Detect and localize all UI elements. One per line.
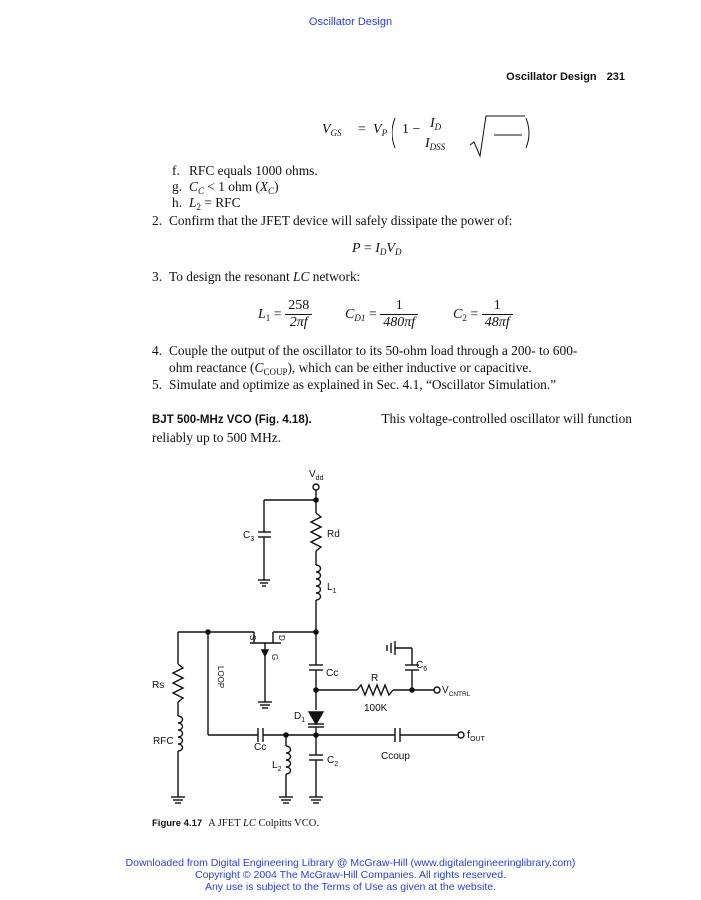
figure-label: Figure 4.17 — [152, 818, 203, 829]
fout-terminal — [458, 732, 464, 738]
item-h: h. $L_2$ = RFC — [172, 195, 241, 212]
running-head — [506, 71, 625, 83]
inductor-l2 — [286, 746, 291, 774]
inductor-rfc — [178, 716, 183, 751]
resistor-r — [357, 685, 393, 695]
label-d1: $D_1$ — [294, 711, 306, 724]
label-ccoup: Ccoup — [381, 751, 410, 762]
bjt-paragraph: BJT 500-MHz VCO (Fig. 4.18). This voltage-controlled oscillator will function reliably up to 500 MHz. — [152, 411, 632, 445]
footer-download-link[interactable]: Downloaded from Digital Engineering Library @ McGraw-Hill (www.digitalengineeringlibrary.com) — [125, 857, 576, 869]
label-r: R — [371, 673, 379, 684]
label-c6: $C_6$ — [416, 660, 428, 673]
junction-dots — [205, 497, 415, 738]
label-l2: $L_2$ — [272, 760, 282, 773]
label-vdd: $V_{dd}$ — [309, 469, 324, 482]
label-vcntrl: $V_{CNTRL}$ — [442, 685, 471, 698]
footer-copyright: Copyright © 2004 The McGraw-Hill Companies. All rights reserved. — [195, 869, 506, 881]
resistor-rd — [311, 513, 321, 551]
step-5: 5. Simulate and optimize as explained in Sec. 4.1, “Oscillator Simulation.” — [152, 377, 557, 392]
lc-equation-c2: $C_2$ = $\frac{1}{48\pi f}$ — [453, 298, 513, 331]
label-cc-top: Cc — [326, 668, 339, 679]
vcntrl-terminal — [434, 687, 440, 693]
label-cc-bottom: Cc — [254, 742, 267, 753]
lc-equation-l1: $L_1$ = $\frac{258}{2\pi f}$ — [258, 298, 312, 331]
label-l1: $L_1$ — [327, 582, 337, 595]
footer-notice — [0, 857, 701, 893]
bjt-heading: BJT 500-MHz VCO (Fig. 4.18). — [152, 414, 312, 426]
footer-terms-link[interactable]: Any use is subject to the Terms of Use as given at the website. — [204, 881, 497, 893]
label-r-value: 100K — [364, 703, 388, 714]
step-2: 2. Confirm that the JFET device will safely dissipate the power of: — [152, 213, 513, 228]
jfet-colpitts-schematic — [140, 460, 520, 812]
label-loop: LOOP — [216, 666, 225, 689]
label-d: D — [277, 635, 286, 641]
label-s: S — [248, 635, 257, 641]
label-g: G — [270, 654, 279, 661]
vgs-equation: $V_{GS}$ = $V_P$ 1 − $I_D$ $I_{DSS}$ — [322, 112, 562, 160]
lc-equation-cd1: $C_{D1}$ = $\frac{1}{480\pi f}$ — [345, 298, 418, 331]
label-c3: $C_3$ — [243, 530, 255, 543]
step-4: 4. Couple the output of the oscillator to its 50-ohm load through a 200- to 600- ohm reactance $(C_{COUP})$, which can be either inductive or capacitive. — [152, 343, 578, 377]
item-g: g. $C_C < 1$ ohm $(X_C)$ — [172, 179, 279, 196]
label-rs: Rs — [152, 680, 165, 691]
vdd-terminal — [313, 484, 319, 490]
label-rfc: RFC — [153, 736, 174, 747]
top-banner[interactable]: Oscillator Design — [308, 16, 393, 28]
item-f: f. RFC equals 1000 ohms. — [172, 163, 318, 178]
label-c2: $C_2$ — [327, 755, 339, 768]
step-3: 3. To design the resonant LC network: — [152, 269, 361, 284]
label-fout: $f_{OUT}$ — [467, 729, 485, 743]
inductor-l1 — [316, 565, 321, 600]
resistor-rs — [173, 664, 183, 702]
label-rd: Rd — [327, 529, 340, 540]
running-head-title: Oscillator Design — [506, 71, 597, 83]
power-equation: $P = I_DV_D$ — [352, 241, 402, 257]
figure-caption: Figure 4.17 A JFET LC Colpitts VCO. — [152, 818, 319, 829]
varactor-d1 — [309, 712, 323, 724]
page-number: 231 — [606, 71, 625, 83]
